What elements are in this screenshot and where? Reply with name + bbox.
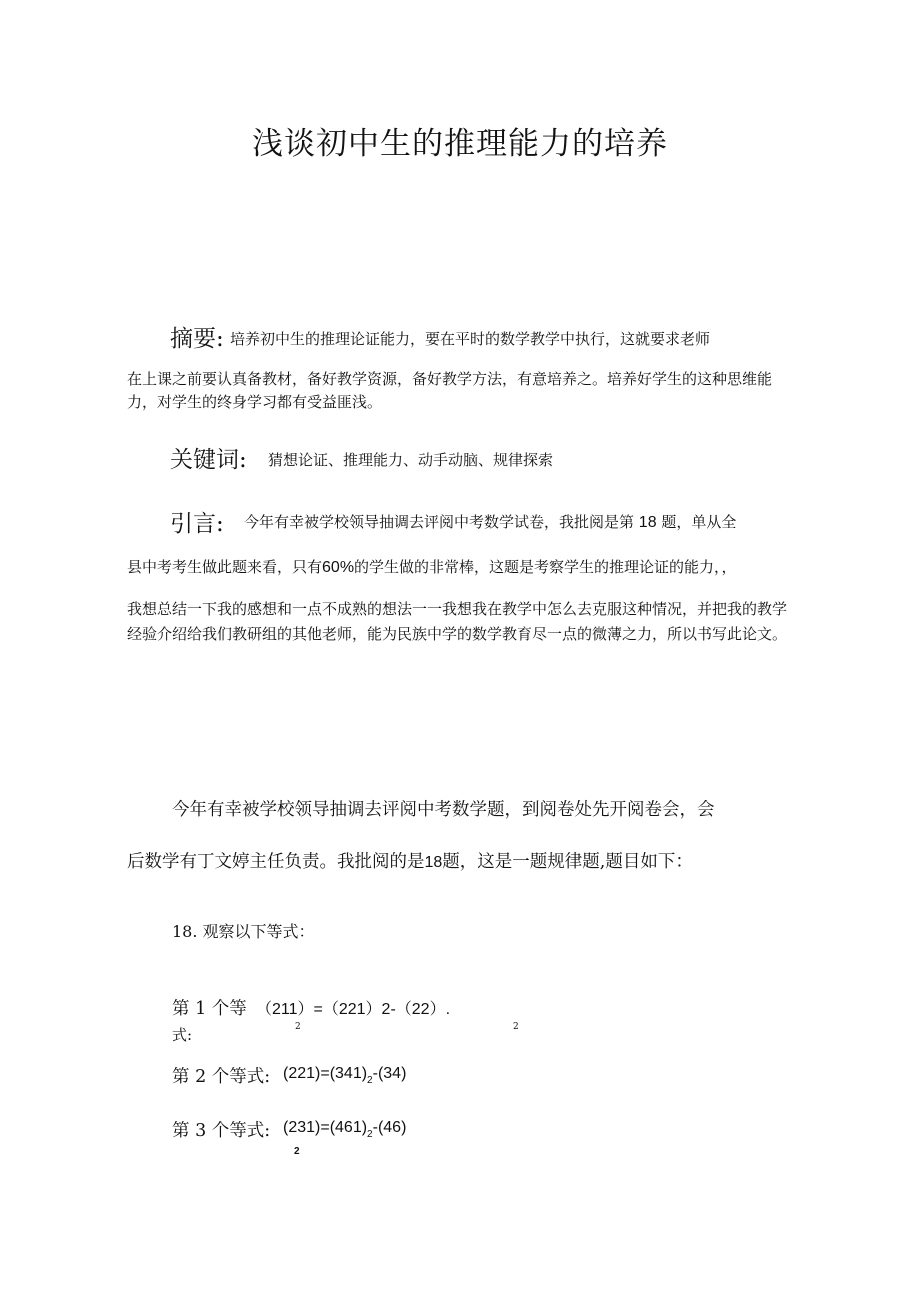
intro-line-2-text-a: 县中考考生做此题来看，只有: [127, 558, 323, 576]
page-title: 浅谈初中生的推理能力的培养: [252, 126, 668, 162]
equation-3-label: 第 3 个等式:: [172, 1121, 271, 1141]
abstract-line-3: 力，对学生的终身学习都有受益匪浅。: [127, 393, 383, 411]
equation-2-label: 第 2 个等式:: [172, 1067, 271, 1087]
body-line-2-text-b: 题，这是一题规律题,题目如下：: [442, 852, 693, 872]
intro-line-2-percent: 60%: [322, 559, 355, 576]
equation-3-expression-b: -(46): [372, 1119, 407, 1136]
keywords-text: 猜想论证、推理能力、动手动脑、规律探索: [268, 451, 554, 469]
equation-1-label: 第 1 个等: [172, 999, 247, 1019]
intro-label: 引言:: [170, 511, 224, 537]
body-line-2-text-a: 后数学有丁文婷主任负责。我批阅的是: [127, 852, 425, 872]
equation-2-expression-b: -(34): [372, 1065, 407, 1082]
abstract-line-1: 培养初中生的推理论证能力，要在平时的数学教学中执行，这就要求老师: [230, 330, 711, 348]
equation-3-subscript: 2: [367, 1129, 373, 1140]
body-line-2-number: 18: [424, 854, 443, 871]
intro-line-1-text-b: 题，单从全: [661, 513, 737, 531]
problem-heading: 18. 观察以下等式：: [172, 922, 315, 941]
equation-2-subscript: 2: [367, 1075, 373, 1086]
equation-1-exponent-2: 2: [513, 1022, 519, 1032]
keywords-label: 关键词:: [170, 447, 247, 473]
equation-3-expression: [283, 1119, 407, 1140]
intro-line-1-text-a: 今年有幸被学校领导抽调去评阅中考数学试卷，我批阅是第: [244, 513, 635, 531]
abstract-line-2: 在上课之前要认真备教材，备好教学资源，备好教学方法，有意培养之。培养好学生的这种思维能: [127, 370, 773, 388]
equation-2-expression: [283, 1065, 407, 1086]
equation-1-label-wrap: 式:: [172, 1026, 193, 1044]
intro-line-1-number: 18: [638, 514, 657, 531]
abstract-label: 摘要:: [170, 326, 224, 352]
equation-1-expression: （211）=（221）2-（22）.: [256, 1001, 451, 1018]
intro-line-3: 我想总结一下我的感想和一点不成熟的想法一一我想我在教学中怎么去克服这种情况，并把我的教学: [127, 600, 788, 618]
intro-line-2: [127, 556, 737, 577]
intro-line-2-text-b: 的学生做的非常棒，这题是考察学生的推理论证的能力，，: [354, 558, 737, 576]
equation-2-expression-a: (221)=(341): [283, 1065, 368, 1082]
equation-3-expression-a: (231)=(461): [283, 1119, 368, 1136]
equation-1-exponent-1: 2: [295, 1022, 301, 1032]
intro-line-4: 经验介绍给我们教研组的其他老师，能为民族中学的数学教育尽一点的微薄之力，所以书写此论文。: [127, 625, 788, 643]
body-line-2: [127, 848, 693, 873]
equation-3-exponent: 2: [294, 1146, 300, 1157]
intro-line-1: [244, 511, 736, 532]
body-line-1: 今年有幸被学校领导抽调去评阅中考数学题，到阅卷处先开阅卷会，会: [172, 800, 715, 820]
